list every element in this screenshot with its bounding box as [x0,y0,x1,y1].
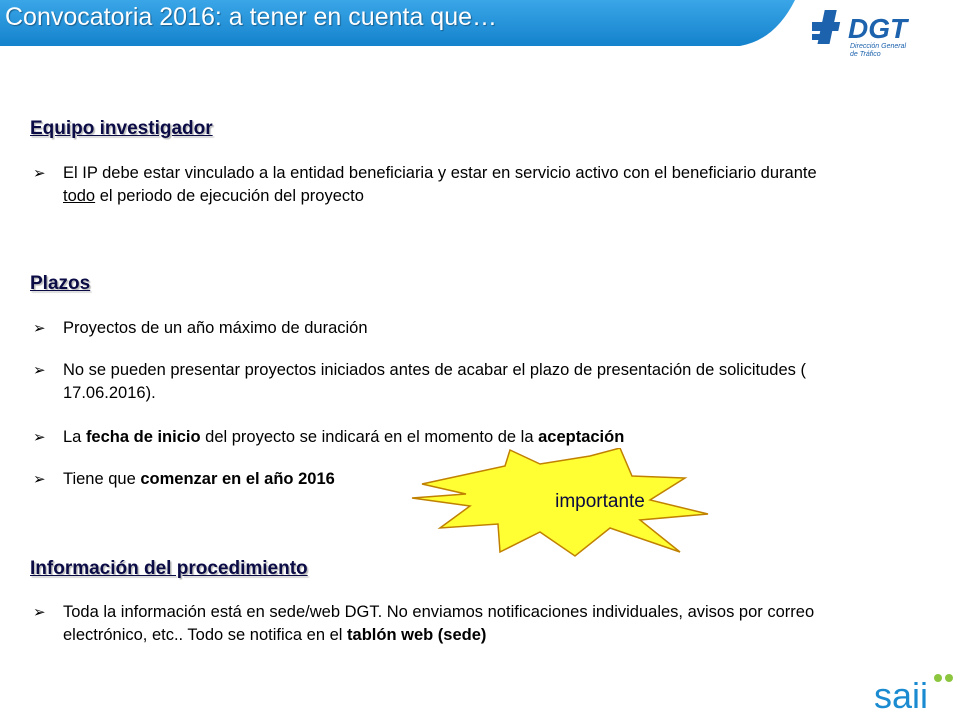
bullet-arrow-icon: ➢ [33,165,46,182]
callout-label: importante [555,491,645,512]
importante-callout [410,448,710,558]
bullet-arrow-icon: ➢ [33,429,46,446]
underlined-todo: todo [63,187,96,205]
saii-logo-text: saii [874,675,929,716]
title-banner [0,0,795,46]
bullet-arrow-icon: ➢ [33,471,46,488]
dgt-logo-subtitle-2: de Tráfico [850,51,881,58]
dgt-logo-subtitle-1: Dirección General [850,43,907,50]
bullet-info-1: ➢ Toda la información está en sede/web DGT. No enviamos notificaciones individuales, avisos por correo electrónico, etc.. Todo se notifica en el tablón web (sede) [33,603,815,644]
saii-logo [872,668,956,716]
bullet-plazos-2: ➢ No se pueden presentar proyectos iniciados antes de acabar el plazo de presentación de solicitudes ( 17.06.2016). [33,361,806,402]
dgt-logo-text: DGT [848,13,908,44]
heading-plazos: Plazos [30,273,91,294]
bullet-equipo-1: ➢ El IP debe estar vinculado a la entidad beneficiaria y estar en servicio activo con el beneficiario durante todo el periodo de ejecución del proyecto [33,164,817,205]
page-title: Convocatoria 2016: a tener en cuenta que… [5,3,498,31]
bullet-plazos-4: ➢ Tiene que comenzar en el año 2016 [33,468,453,491]
bullet-arrow-icon: ➢ [33,320,46,337]
heading-equipo-investigador: Equipo investigador [30,118,213,139]
bullet-arrow-icon: ➢ [33,604,46,621]
heading-informacion-procedimiento: Información del procedimiento [30,558,308,579]
bullet-arrow-icon: ➢ [33,362,46,379]
bullet-plazos-3: ➢ La fecha de inicio del proyecto se indicará en el momento de la aceptación [33,426,893,449]
bullet-plazos-1: ➢ Proyectos de un año máximo de duración [33,317,893,340]
dgt-logo [812,4,952,60]
